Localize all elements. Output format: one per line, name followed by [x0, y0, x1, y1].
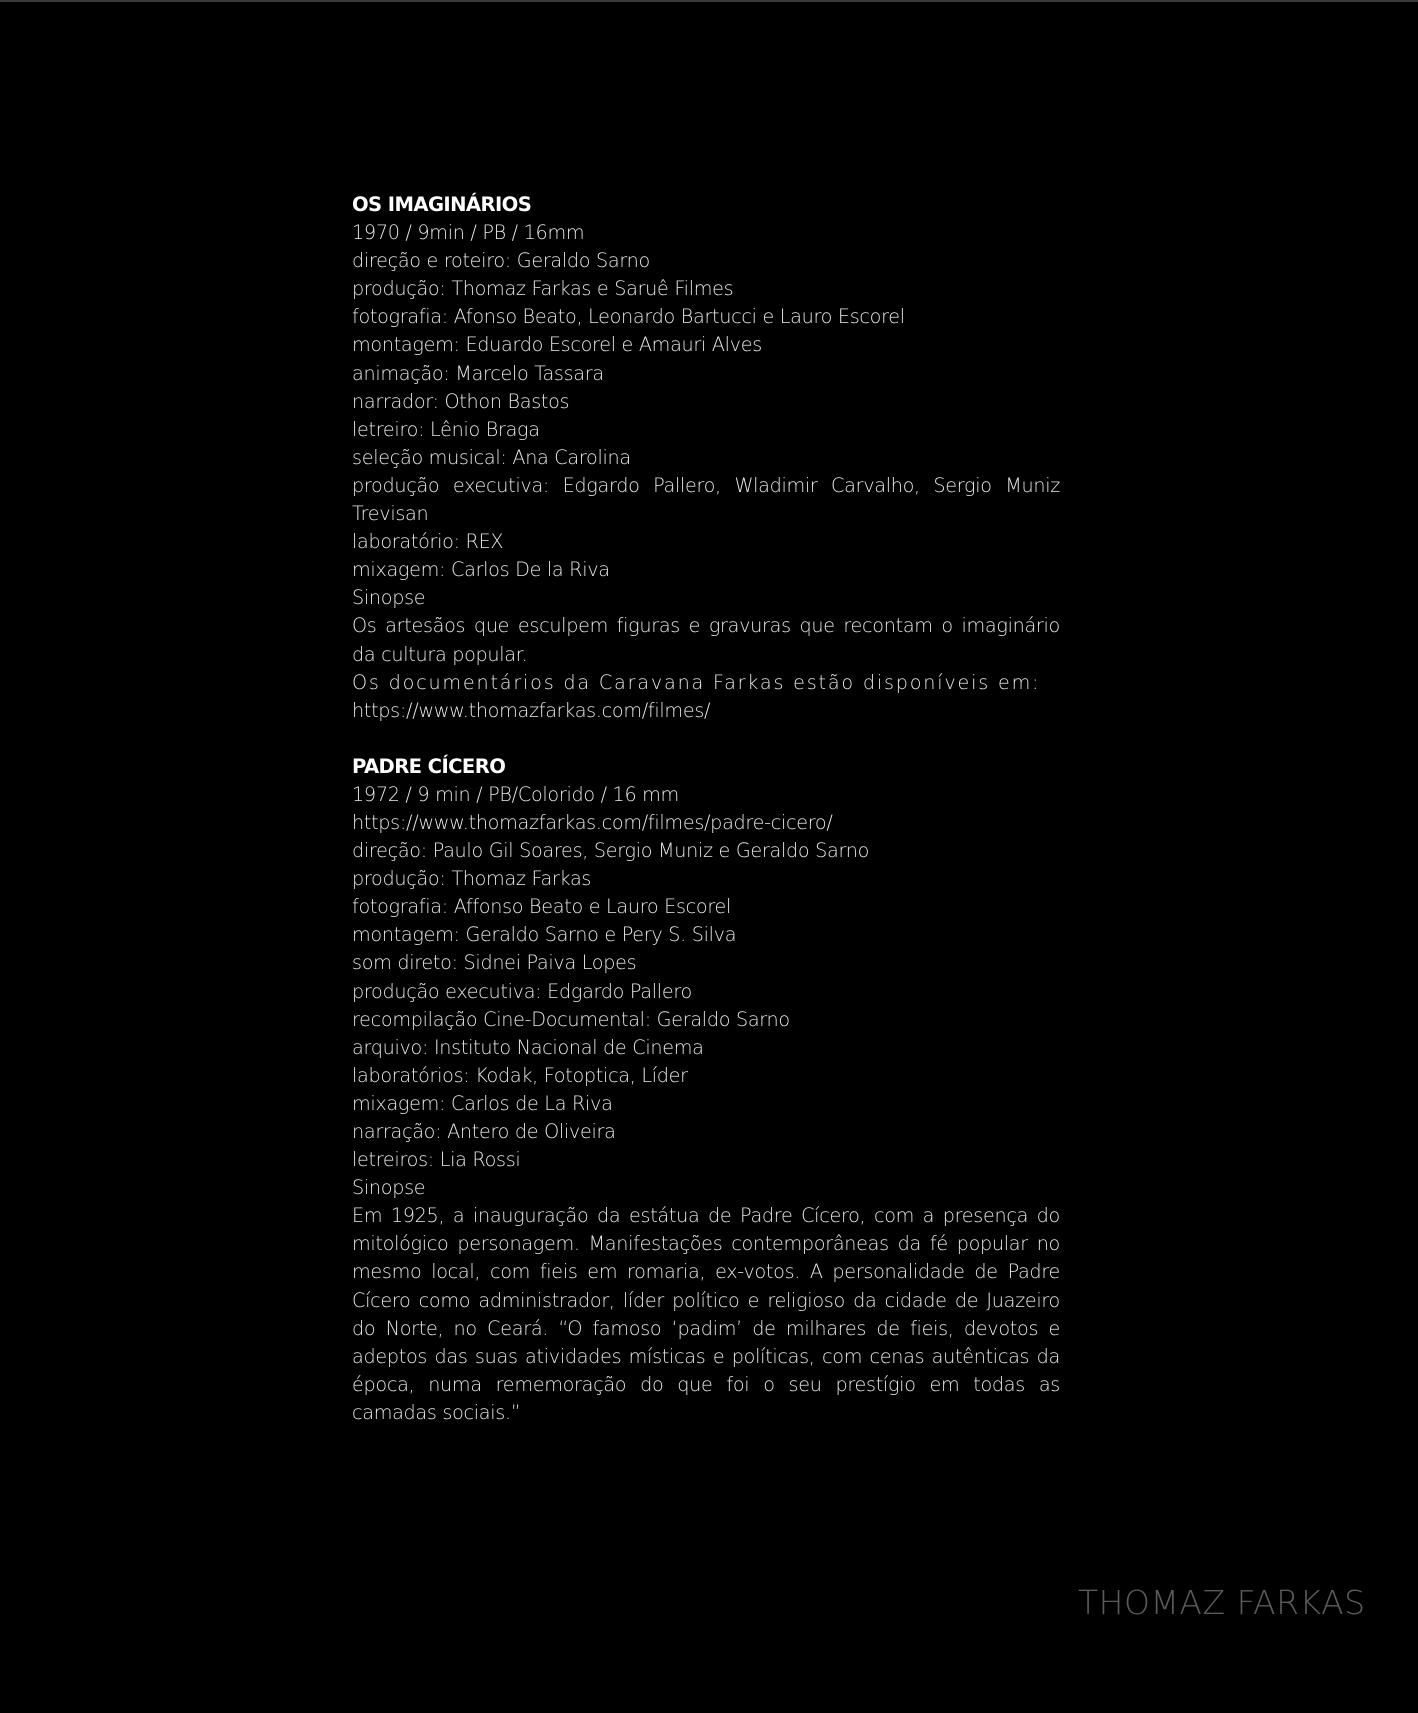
film2-photography: fotografia: Affonso Beato e Lauro Escorel [352, 895, 732, 919]
film2-mixing: mixagem: Carlos de La Riva [352, 1091, 613, 1115]
top-border-rule [0, 0, 1418, 2]
film2-laboratories: laboratórios: Kodak, Fotoptica, Líder [352, 1063, 688, 1087]
film1-synopsis-heading: Sinopse [352, 586, 426, 610]
film2-direction: direção: Paulo Gil Soares, Sergio Muniz e Geraldo Sarno [352, 839, 870, 863]
film2-recompilation: recompilação Cine-Documental: Geraldo Sarno [352, 1007, 790, 1031]
film1-animation: animação: Marcelo Tassara [352, 361, 604, 385]
film2-narration: narração: Antero de Oliveira [352, 1120, 616, 1143]
film2-link[interactable]: https://www.thomazfarkas.com/filmes/padre-cicero/ [352, 810, 833, 834]
film2-meta: 1972 / 9 min / PB/Colorido / 16 mm [352, 782, 679, 806]
film2-synopsis-heading: Sinopse [352, 1176, 426, 1200]
film2-executive-production: produção executiva: Edgardo Pallero [352, 979, 692, 1003]
film1-photography: fotografia: Afonso Beato, Leonardo Bartucci e Lauro Escorel [352, 305, 905, 329]
film1-laboratory: laboratório: REX [352, 530, 504, 554]
film1-availability-link[interactable]: https://www.thomazfarkas.com/filmes/ [352, 698, 711, 722]
film1-music-selection: seleção musical: Ana Carolina [352, 445, 631, 469]
film2-lettering: letreiros: Lia Rossi [352, 1148, 521, 1172]
film1-meta: 1970 / 9min / PB / 16mm [352, 221, 585, 245]
film1-availability-note: Os documentários da Caravana Farkas estão disponíveis em: [352, 670, 1041, 694]
film2-synopsis: Em 1925, a inauguração da estátua de Padre Cícero, com a presença do mitológico personagem. Manifestações contemporâneas da fé popular no mesmo local, com fieis em romaria, ex-votos. A personalidade de Padre Cícero como administrador, líder político e religioso da cidade de Juazeiro do Norte, no Ceará. “O famoso ‘padim’ de milhares de fieis, devotos e adeptos das suas atividades místicas e políticas, com cenas autênticas da época, numa rememoração do que foi o seu prestígio em todas as camadas sociais.” [352, 1204, 1060, 1424]
film1-executive-production: produção executiva: Edgardo Pallero, Wladimir Carvalho, Sergio Muniz Trevisan [352, 473, 1060, 526]
section-spacer [352, 725, 1060, 753]
film1-editing: montagem: Eduardo Escorel e Amauri Alves [352, 333, 762, 357]
footer-brand-wordmark: THOMAZ FARKAS [1078, 1583, 1366, 1622]
film-title-padre-cicero: PADRE CÍCERO [352, 754, 506, 778]
film-title-os-imaginarios: OS IMAGINÁRIOS [352, 193, 532, 216]
film-credits-text [352, 191, 1060, 1427]
film2-editing: montagem: Geraldo Sarno e Pery S. Silva [352, 923, 737, 947]
film1-mixing: mixagem: Carlos De la Riva [352, 558, 610, 582]
film1-lettering: letreiro: Lênio Braga [352, 417, 540, 441]
film1-production: produção: Thomaz Farkas e Saruê Filmes [352, 277, 734, 301]
film2-production: produção: Thomaz Farkas [352, 867, 592, 891]
film1-synopsis: Os artesãos que esculpem figuras e gravuras que recontam o imaginário da cultura popular. [352, 614, 1060, 666]
film2-archive: arquivo: Instituto Nacional de Cinema [352, 1035, 704, 1059]
film2-direct-sound: som direto: Sidnei Paiva Lopes [352, 951, 637, 975]
film1-direction: direção e roteiro: Geraldo Sarno [352, 249, 650, 273]
film1-narrator: narrador: Othon Bastos [352, 389, 570, 413]
